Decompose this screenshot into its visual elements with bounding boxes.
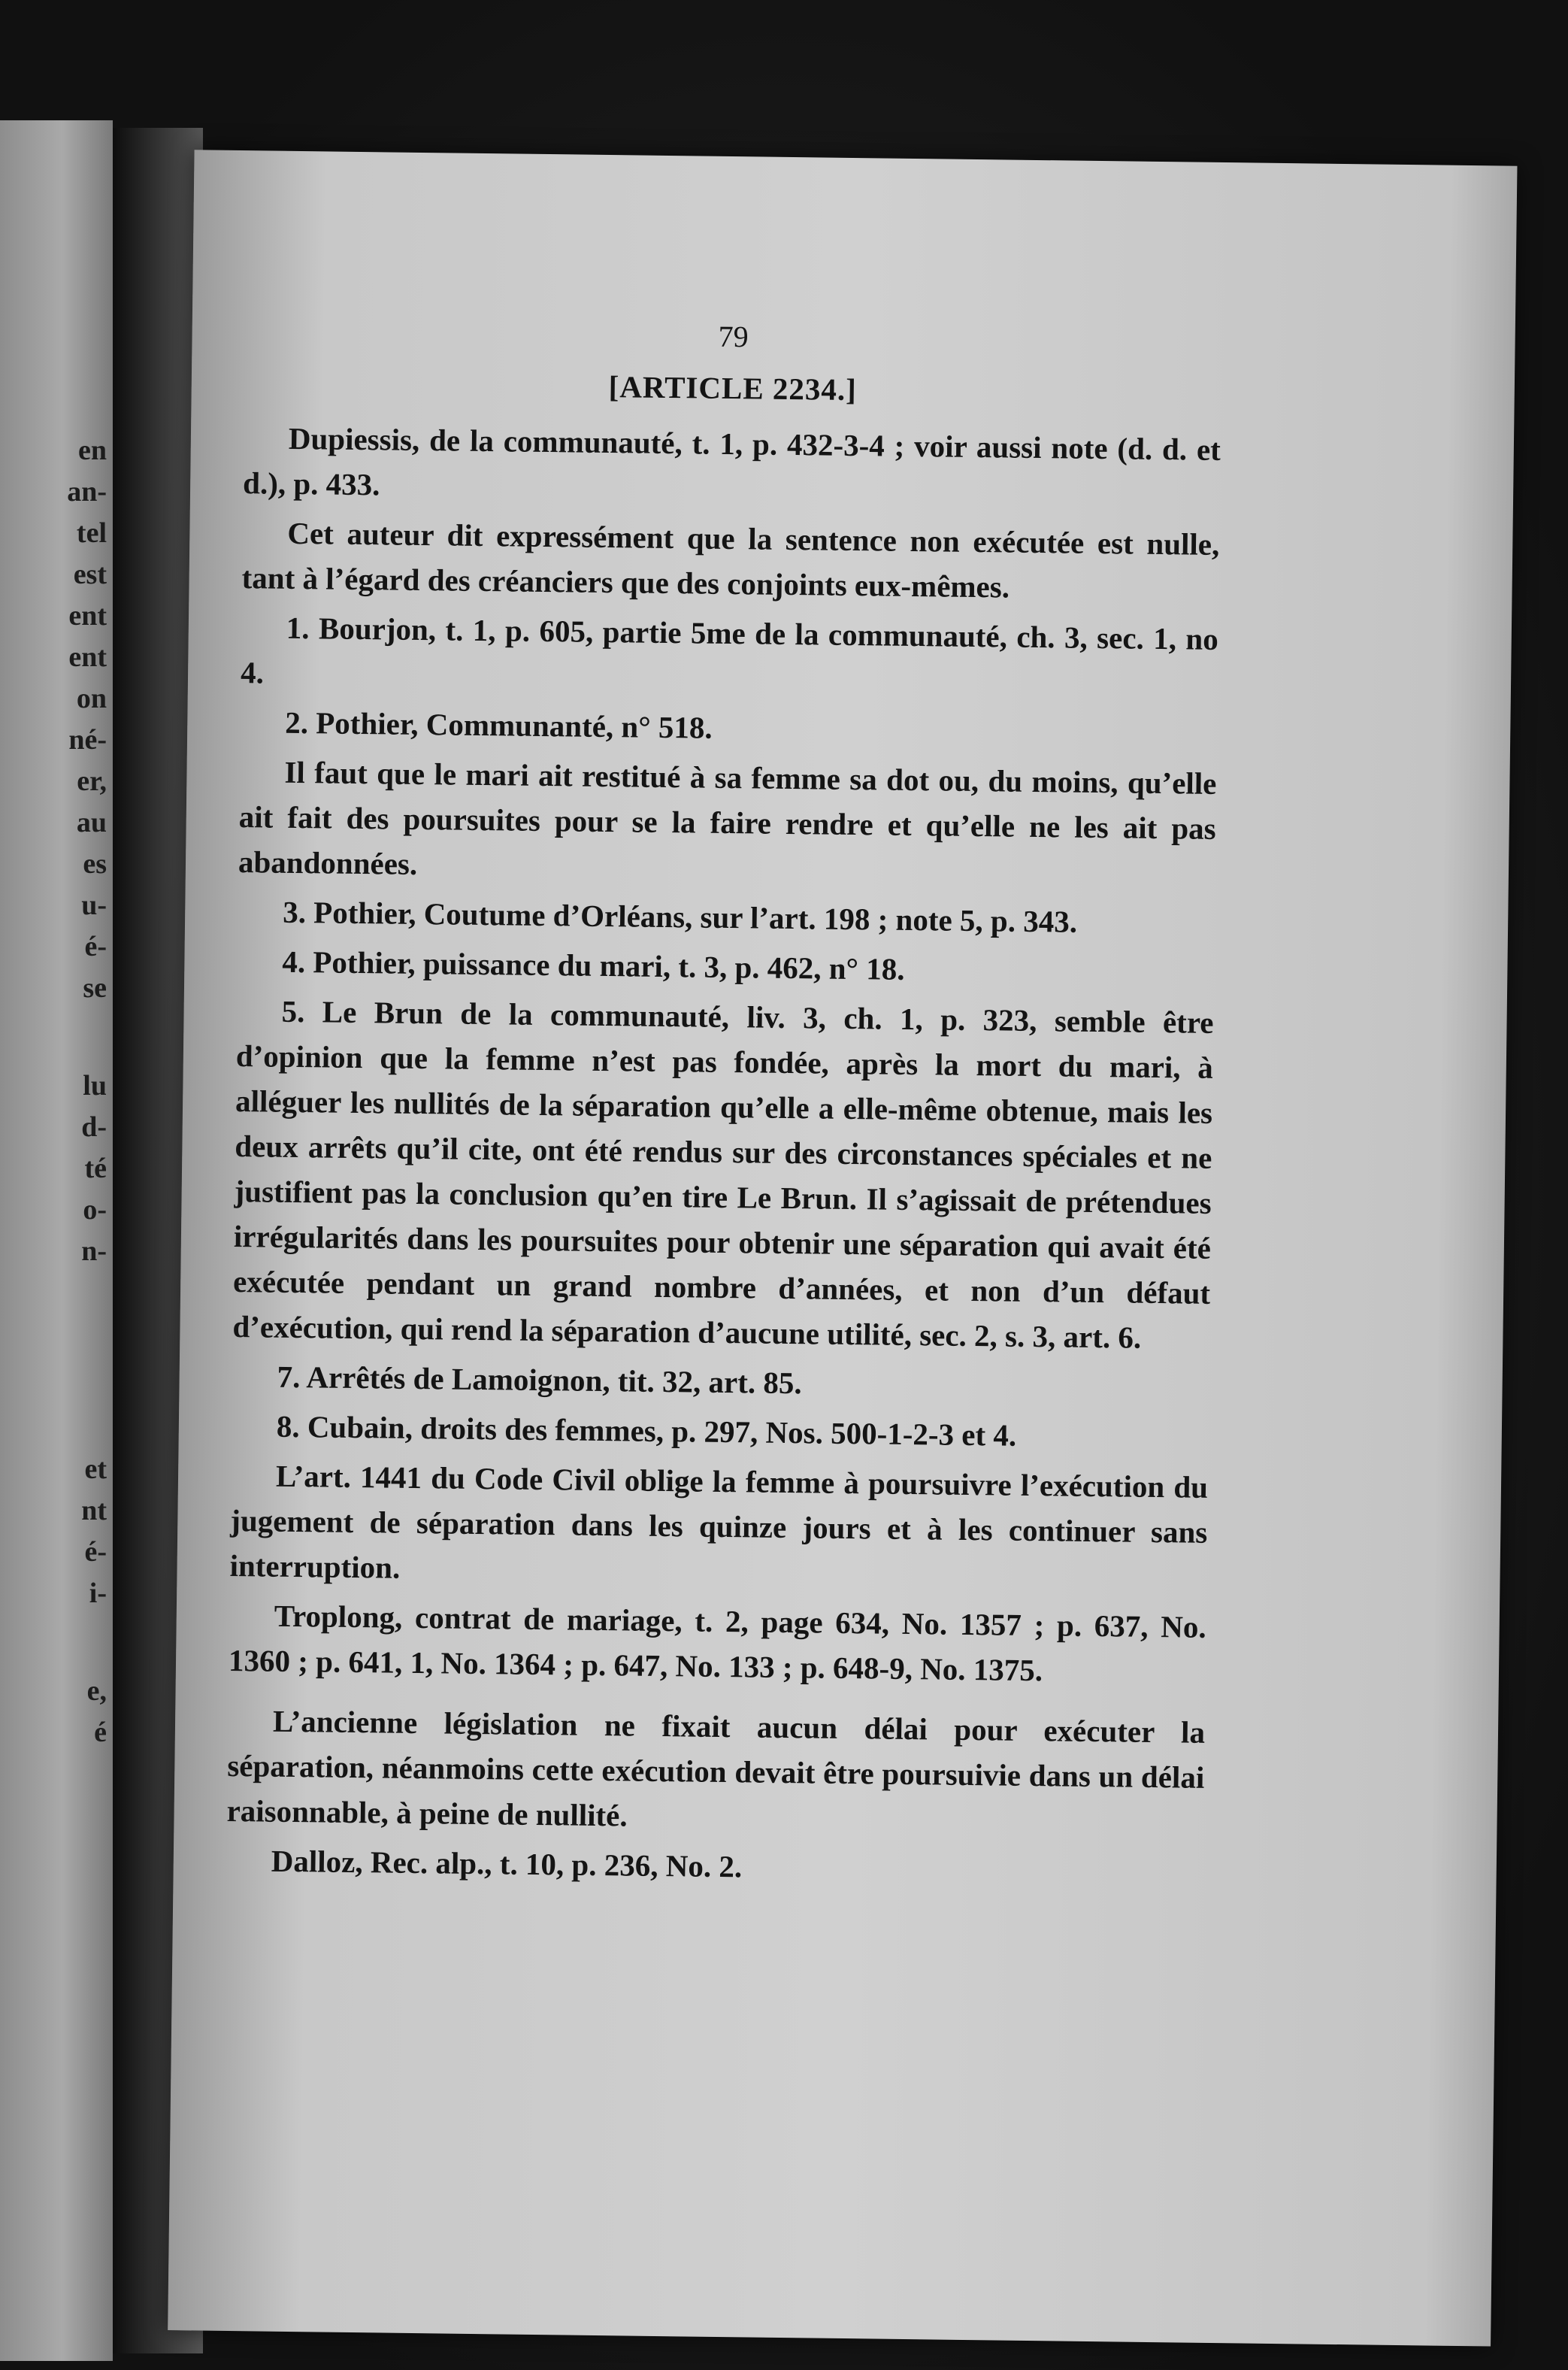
paragraph: 1. Bourjon, t. 1, p. 605, partie 5me de la communauté, ch. 3, sec. 1, no 4. [240, 610, 1219, 690]
paragraph: Dalloz, Rec. alp., t. 10, p. 236, No. 2. [271, 1843, 743, 1884]
paragraph: L’ancienne législation ne fixait aucun délai pour exécuter la séparation, néanmoins cette exécution devait être poursuivie dans un délai raisonnable, à peine de nullité. [226, 1703, 1206, 1833]
paragraph: Cet auteur dit expressément que la sentence non exécutée est nulle, tant à l’égard des créanciers que des conjoints eux-mêmes. [241, 515, 1220, 605]
paragraph: 3. Pothier, Coutume d’Orléans, sur l’art. 198 ; note 5, p. 343. [282, 894, 1078, 939]
left-page-fragment: nt [81, 1495, 107, 1526]
left-page-fragment: et [84, 1453, 107, 1485]
left-page-fragment: né- [68, 724, 107, 756]
left-page-fragment: on [76, 683, 107, 714]
left-page-fragment: er, [77, 765, 107, 797]
paragraph: L’art. 1441 du Code Civil oblige la femme à poursuivre l’exécution du jugement de séparation dans les quinze jours et à les continuer sans interruption. [229, 1458, 1209, 1585]
paragraph: Troplong, contrat de mariage, t. 2, page 634, No. 1357 ; p. 637, No. 1360 ; p. 641, 1, No. 1364 ; p. 647, No. 133 ; p. 648-9, No. 1375. [228, 1598, 1206, 1688]
left-page-fragment: é- [84, 931, 107, 962]
paragraph: 5. Le Brun de la communauté, liv. 3, ch. 1, p. 323, semble être d’opinion que la femme n’est pas fondée, après la mort du mari, à alléguer les nullités de la séparation qu’elle a elle-même obtenue, mais les deux arrêts qu’il cite, ont été rendus sur des circonstances spéciales et ne justifient pas la conclusion qu’en tire Le Brun. Il s’agissait de prétendues irrégularités dans les poursuites pour obtenir une séparation qui avait été exécutée pendant un grand nombre d’années, et non d’un défaut d’exécution, qui rend la séparation d’aucune utilité, sec. 2, s. 3, art. 6. [232, 993, 1214, 1355]
left-page-fragment: d- [81, 1111, 107, 1143]
paragraph: Dupiessis, de la communauté, t. 1, p. 432-3-4 ; voir aussi note (d. d. et d.), p. 433. [242, 420, 1221, 502]
left-page-fragment: té [84, 1153, 107, 1184]
left-page-fragment: i- [89, 1577, 107, 1609]
left-page-fragment: an- [67, 476, 107, 508]
paragraph: 7. Arrêtés de Lamoignon, tit. 32, art. 85. [277, 1359, 802, 1401]
paragraph: 2. Pothier, Communanté, n° 518. [285, 705, 713, 745]
article-heading: [ARTICLE 2234.] [608, 369, 858, 408]
paragraph: 8. Cubain, droits des femmes, p. 297, Nos. 500-1-2-3 et 4. [276, 1408, 1017, 1453]
document-page [168, 150, 1517, 2346]
left-page-fragment: o- [83, 1194, 107, 1226]
left-page-fragment: n- [81, 1235, 107, 1267]
left-page-fragment: au [76, 807, 107, 838]
paragraph: 4. Pothier, puissance du mari, t. 3, p. 462, n° 18. [282, 944, 905, 986]
left-page-fragment: tel [76, 517, 107, 549]
page-text-block [226, 308, 1222, 1899]
left-page-fragment: lu [83, 1070, 107, 1102]
left-page-fragment: ent [68, 600, 107, 632]
left-facing-page [0, 120, 113, 2361]
left-page-fragment: e, [86, 1675, 107, 1707]
page-number: 79 [718, 319, 749, 354]
left-page-fragment: é- [84, 1536, 107, 1568]
left-page-fragment: u- [81, 890, 107, 921]
left-page-fragment: en [78, 435, 107, 466]
left-page-fragment: ent [68, 641, 107, 673]
left-page-fragment: é [94, 1717, 107, 1748]
paragraph: Il faut que le mari ait restitué à sa femme sa dot ou, du moins, qu’elle ait fait des poursuites pour se la faire rendre et qu’elle ne les ait pas abandonnées. [238, 754, 1217, 881]
left-page-fragment: es [83, 848, 107, 880]
left-page-fragment: se [83, 972, 107, 1004]
left-page-fragment: est [73, 559, 107, 590]
